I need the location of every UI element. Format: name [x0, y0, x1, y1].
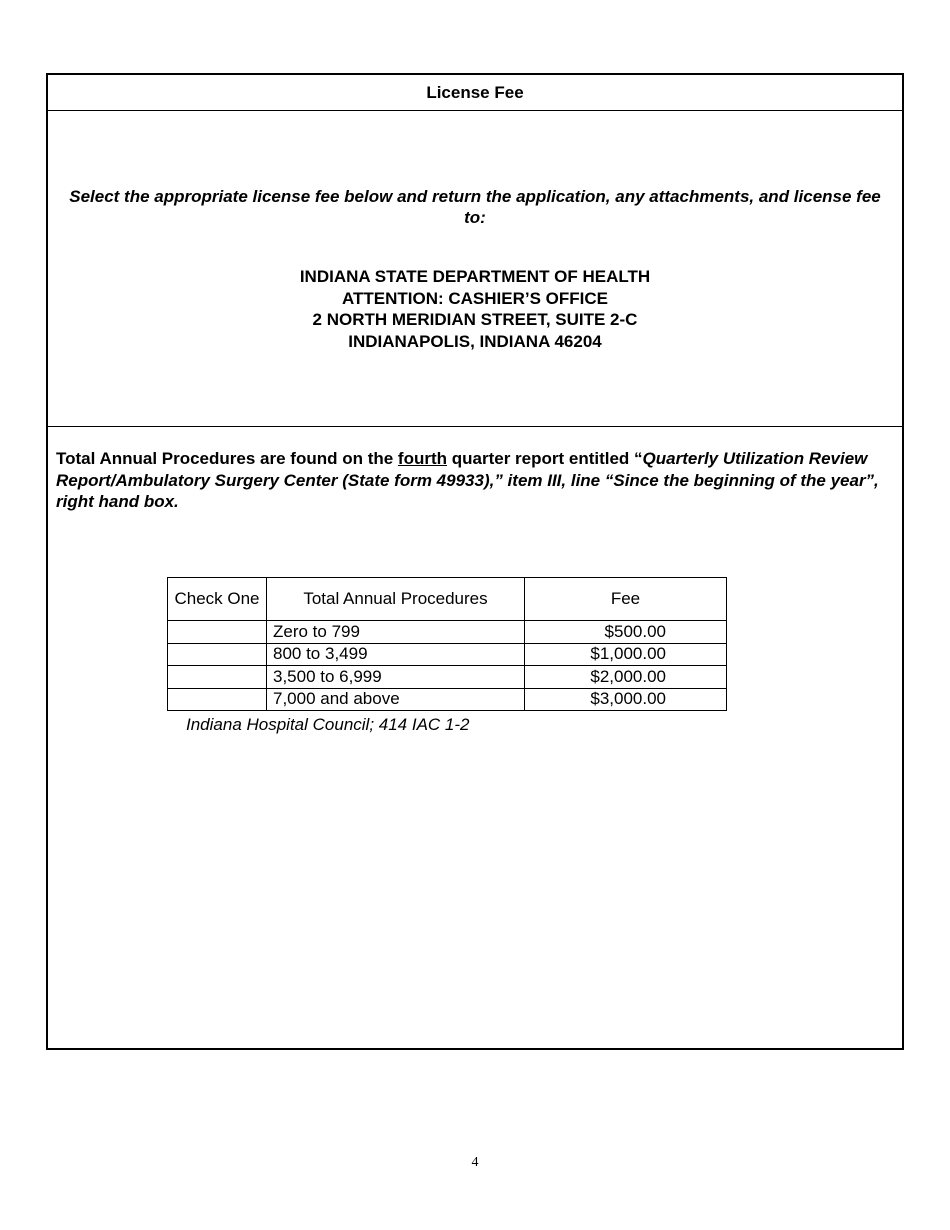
address-line-2: ATTENTION: CASHIER’S OFFICE: [341, 288, 608, 308]
table-row: [168, 666, 727, 689]
procedures-cell: Zero to 799: [267, 621, 525, 644]
table-header-row: [168, 578, 727, 621]
procedures-note-underlined: fourth: [397, 449, 448, 468]
mailing-section: [48, 111, 902, 427]
address-line-1: INDIANA STATE DEPARTMENT OF HEALTH: [299, 267, 651, 286]
procedures-cell: 800 to 3,499: [267, 643, 525, 666]
fee-cell: $500.00: [525, 621, 727, 644]
fee-table: [167, 577, 727, 711]
fee-cell: $3,000.00: [525, 688, 727, 711]
box-title: License Fee: [48, 75, 902, 111]
procedures-cell: 7,000 and above: [267, 688, 525, 711]
table-row: [168, 621, 727, 644]
source-citation: Indiana Hospital Council; 414 IAC 1-2: [186, 715, 470, 734]
check-cell[interactable]: [168, 643, 267, 666]
address-line-3: 2 NORTH MERIDIAN STREET, SUITE 2-C: [312, 310, 638, 329]
header-total-annual-procedures: Total Annual Procedures: [267, 578, 525, 621]
table-row: [168, 688, 727, 711]
header-check-one: Check One: [168, 578, 267, 621]
check-cell[interactable]: [168, 666, 267, 689]
procedures-note-text-2: quarter report entitled “: [447, 449, 643, 468]
mail-instruction: Select the appropriate license fee below and return the application, any attachments, and license fee to:: [69, 187, 881, 227]
table-row: [168, 643, 727, 666]
procedures-cell: 3,500 to 6,999: [267, 666, 525, 689]
header-fee: Fee: [525, 578, 727, 621]
fee-cell: $2,000.00: [525, 666, 727, 689]
procedures-note-text-1: Total Annual Procedures are found on the: [56, 449, 398, 468]
check-cell[interactable]: [168, 621, 267, 644]
address-line-4: INDIANAPOLIS, INDIANA 46204: [348, 331, 602, 351]
license-fee-box: [46, 73, 904, 1050]
mailing-address: [48, 266, 902, 352]
page-number: 4: [471, 1155, 479, 1170]
fee-cell: $1,000.00: [525, 643, 727, 666]
check-cell[interactable]: [168, 688, 267, 711]
procedures-note-italic: Quarterly Utilization Review Report/Ambulatory Surgery Center (State form 49933),” item III, line “Since the beginning of the year”, right hand box.: [56, 449, 879, 511]
procedures-note: [56, 448, 886, 513]
